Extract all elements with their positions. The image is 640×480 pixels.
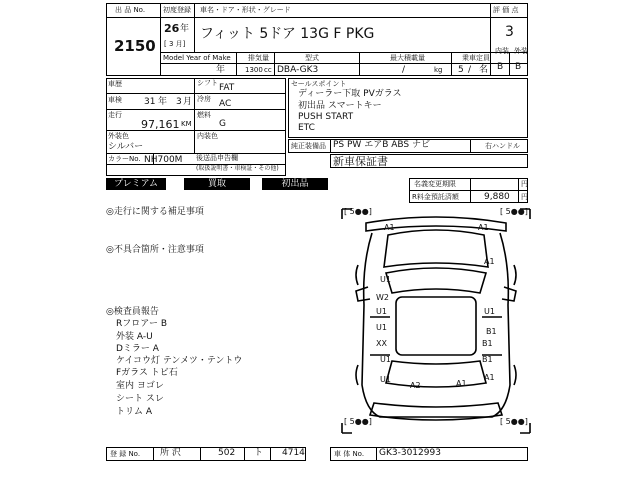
cc-unit: cc (264, 66, 272, 74)
capacity-unit: 名 (479, 65, 489, 75)
shift-label: シフト (197, 79, 218, 87)
sales-point-line-3: PUSH START (298, 112, 354, 122)
capacity-value: 5 (458, 65, 464, 75)
model-year-unit: 年 (216, 65, 226, 75)
col-displacement: 排気量 (248, 54, 269, 62)
corner-tr-label: [ 5●●] (500, 207, 528, 216)
mark-right-rear-door-2: B1 (482, 339, 493, 348)
reg-kana: ト (254, 448, 264, 458)
inspection-month: 3 (176, 97, 182, 107)
supplement-title: ◎走行に関する補足事項 (106, 207, 204, 217)
kg-unit: kg (434, 66, 443, 74)
reg-label: 登 録 No. (110, 450, 141, 458)
inspection-year: 31 (144, 97, 156, 107)
name-change-label: 名義変更期限 (414, 180, 456, 188)
mark-left-rear-quarter: U1 (380, 375, 391, 384)
mark-right-rear-door: B1 (486, 327, 497, 336)
sales-point-line-4: ETC (298, 123, 315, 133)
inspector-line: 室内 ヨゴレ (116, 381, 164, 391)
genuine-equipment-value: PS PW エアB ABS ナビ (333, 140, 430, 150)
inspector-line: トリム A (116, 407, 153, 417)
mark-front-bumper-left: A1 (384, 223, 395, 232)
inspector-line: Rフロアー B (116, 319, 168, 329)
interior-grade: B (497, 62, 504, 72)
col-model-year: Model Year of Make (163, 54, 231, 62)
sales-point-line-2: 初出品 スマートキー (298, 101, 382, 111)
mark-left-fender: U1 (380, 275, 391, 284)
ac-value: AC (219, 99, 232, 109)
first-reg-year: 26 (164, 22, 180, 35)
shift-value: FAT (219, 83, 235, 93)
name-change-unit: 円 (521, 180, 528, 188)
col-capacity: 乗車定員 (462, 54, 490, 62)
lot-label: 出 品 No. (115, 6, 146, 14)
first-listing-button[interactable]: 初出品 (262, 178, 328, 190)
chassis-value: GK3-3012993 (379, 448, 441, 458)
reg-class: 502 (218, 448, 236, 458)
capacity-slash: / (468, 65, 472, 75)
mark-rear-bumper-left: A2 (410, 381, 421, 390)
lot-number: 2150 (114, 37, 156, 55)
corner-tl-label: [ 5●●] (344, 207, 372, 216)
inspector-line: シート スレ (116, 394, 164, 404)
mileage-value: 97,161 (141, 118, 180, 131)
int-color-label: 内装色 (197, 132, 218, 140)
mark-right-front-door: U1 (484, 307, 495, 316)
eval-label: 評 価 点 (493, 6, 519, 14)
genuine-equipment-label: 純正装備品 (291, 142, 326, 150)
fuel-label: 燃料 (197, 111, 211, 119)
col-type: 型式 (305, 54, 319, 62)
col-interior: 内装 (495, 47, 509, 55)
history-label: 車歴 (108, 80, 122, 88)
first-reg-month: [ 3 月] (164, 40, 186, 48)
km-unit: KM (181, 120, 192, 128)
fuel-value: G (219, 119, 226, 129)
car-name: フィット 5ドア 13G F PKG (200, 26, 375, 42)
defect-title: ◎不具合箇所・注意事項 (106, 245, 204, 255)
ext-color-label: 外装色 (108, 132, 129, 140)
inspector-line: Dミラー A (116, 344, 159, 354)
corner-br-label: [ 5●●] (500, 417, 528, 426)
parking-cert-note: (取扱説明書・車検証・その他) (196, 165, 279, 172)
mileage-label: 走行 (108, 111, 122, 119)
sales-point-line-1: ディーラー下取 PVガラス (298, 89, 402, 99)
parking-cert-label: 後送品申告欄 (196, 154, 238, 162)
recycle-value: 9,880 (484, 192, 510, 202)
col-exterior: 外装 (514, 47, 528, 55)
mark-right-quarter: B1 (482, 355, 493, 364)
recycle-unit: 円 (521, 193, 528, 201)
ac-label: 冷房 (197, 95, 211, 103)
inspector-line: Fガラス トビ石 (116, 368, 178, 378)
purchase-button[interactable]: 買取 (184, 178, 250, 190)
inspector-line: ケイコウ灯 テンメツ・テントウ (116, 356, 243, 366)
mark-front-bumper-right: A1 (478, 223, 489, 232)
recycle-label: R料金預託済額 (412, 193, 459, 201)
first-reg-label: 初度登録 (163, 6, 191, 14)
year-unit: 年 (180, 24, 190, 34)
car-diagram-outline (340, 205, 532, 437)
mark-right-rear-quarter: A1 (484, 373, 495, 382)
ext-color-value: シルバー (108, 142, 144, 152)
chassis-label: 車 体 No. (334, 450, 365, 458)
inspection-month-unit: 月 (183, 97, 193, 107)
displacement-value: 1300 (245, 66, 263, 74)
mark-left-quarter: U1 (380, 355, 391, 364)
inspection-label: 車検 (108, 96, 122, 104)
premium-button[interactable]: プレミアム (106, 178, 166, 190)
mark-left-rear-door: U1 (376, 323, 387, 332)
inspector-line: 外装 A-U (116, 332, 153, 342)
reg-number: 4714 (282, 448, 305, 458)
mark-left-pillar: U1 (376, 307, 387, 316)
max-load-value: / (402, 65, 406, 75)
steering-value: 右ハンドル (485, 142, 520, 150)
mark-left-front-door: W2 (376, 293, 389, 302)
model-code: DBA-GK3 (277, 65, 319, 75)
inspector-title: ◎検査員報告 (106, 307, 159, 317)
model-info-label: 車名・ドア・形状・グレード (200, 6, 291, 14)
mark-left-rocker: XX (376, 339, 387, 348)
reg-place: 所 沢 (160, 448, 181, 458)
eval-score: 3 (505, 24, 514, 40)
mark-rear-bumper-right: A1 (456, 379, 467, 388)
col-max-load: 最大積載量 (390, 54, 425, 62)
inspection-year-unit: 年 (158, 97, 168, 107)
sales-points-label: セールスポイント (291, 80, 347, 88)
corner-bl-label: [ 5●●] (344, 417, 372, 426)
color-no-value: NH700M (144, 155, 183, 165)
color-no-label: カラーNo. (108, 155, 141, 163)
exterior-grade: B (515, 62, 522, 72)
warranty-value: 新車保証書 (333, 155, 388, 168)
mark-right-fender: A1 (484, 257, 495, 266)
